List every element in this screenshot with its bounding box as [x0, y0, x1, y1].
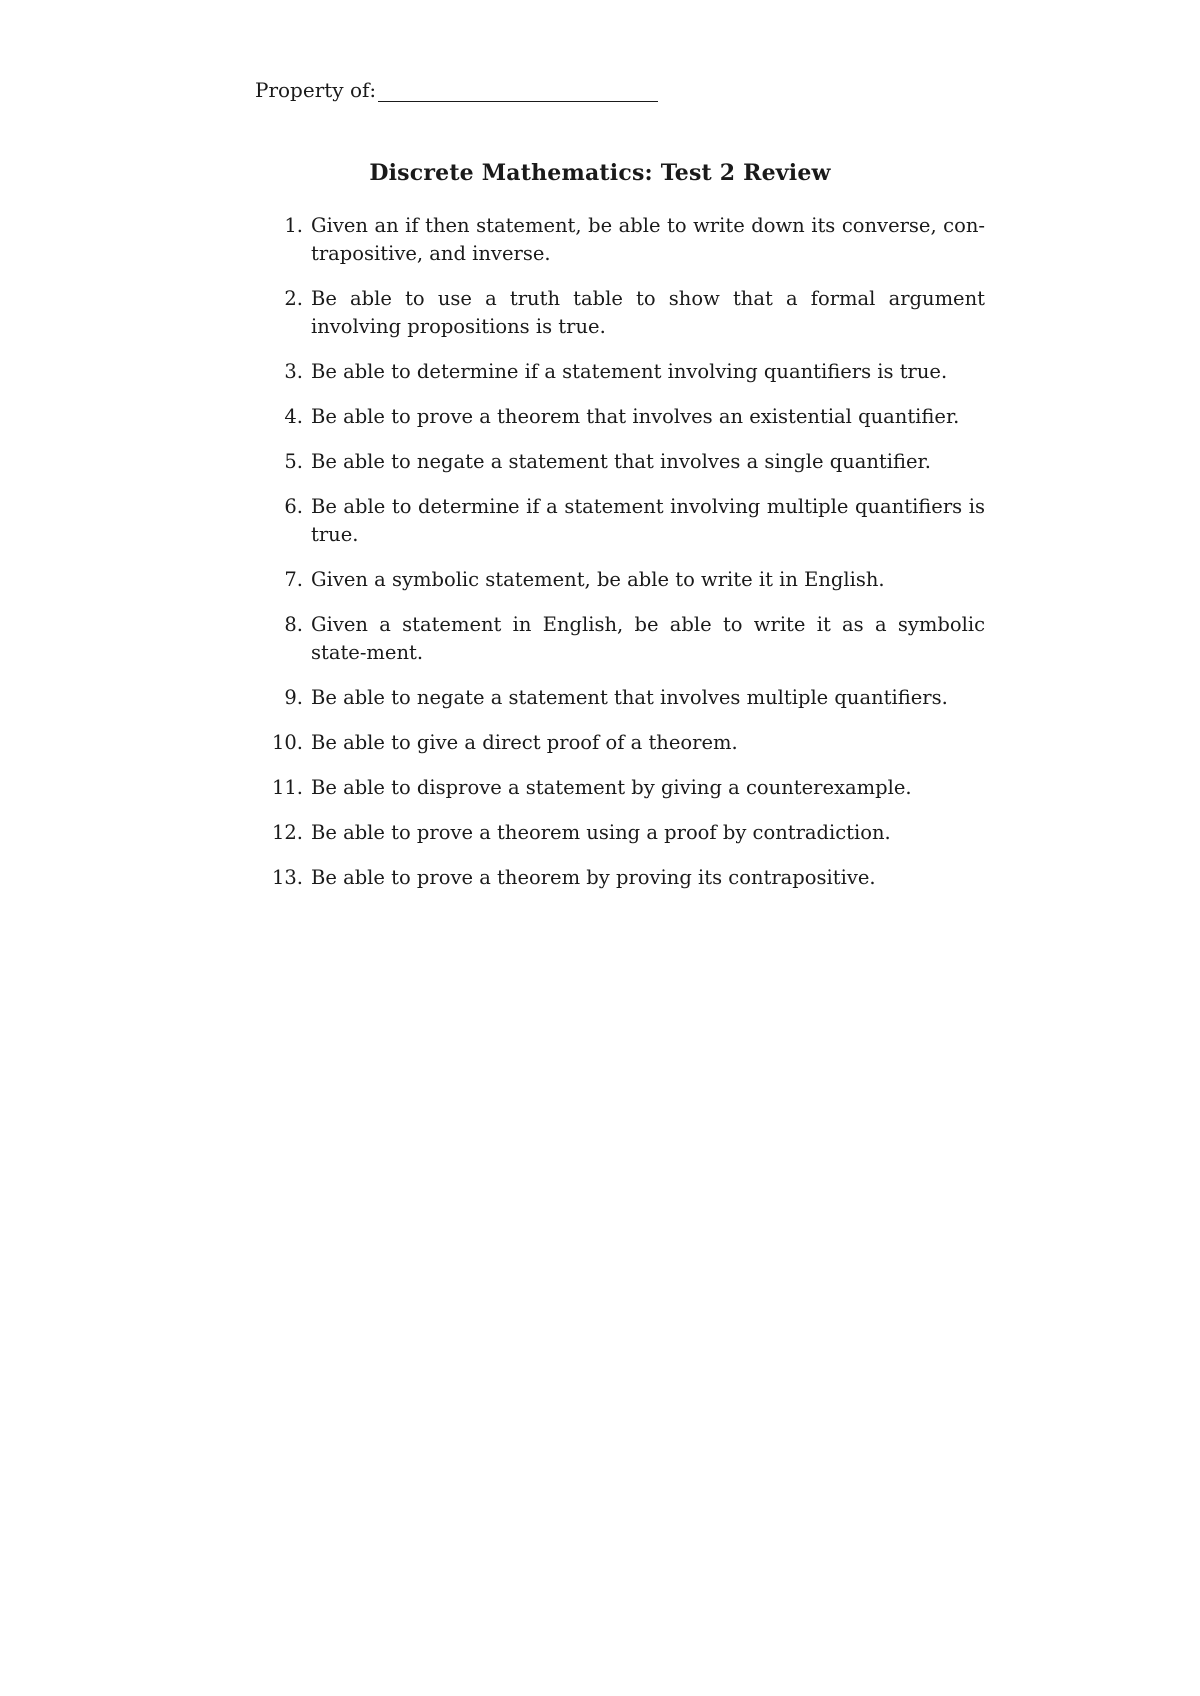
item-text: Be able to prove a theorem by proving its contrapositive. [311, 866, 876, 889]
item-text: Be able to determine if a statement involving quantifiers is true. [311, 360, 948, 383]
item-text: Be able to give a direct proof of a theorem. [311, 731, 738, 754]
item-text: Be able to disprove a statement by giving a counterexample. [311, 776, 912, 799]
item-text: Be able to use a truth table to show that a formal argument involving propositions is true. [311, 287, 985, 338]
item-text: Be able to prove a theorem using a proof by contradiction. [311, 821, 891, 844]
list-item [265, 819, 985, 847]
item-text: Be able to negate a statement that involves multiple quantifiers. [311, 686, 948, 709]
item-number: 8. [284, 613, 303, 636]
list-item [265, 566, 985, 594]
list-item [265, 774, 985, 802]
property-of-line [255, 78, 658, 102]
name-blank-line [378, 81, 658, 102]
list-item [265, 729, 985, 757]
item-number: 1. [284, 214, 303, 237]
item-number: 7. [284, 568, 303, 591]
item-number: 12. [271, 821, 303, 844]
item-number: 3. [284, 360, 303, 383]
item-number: 13. [271, 866, 303, 889]
item-number: 2. [284, 287, 303, 310]
item-number: 4. [284, 405, 303, 428]
item-text: Given an if then statement, be able to write down its converse, con-trapositive, and inverse. [311, 214, 985, 265]
list-item [265, 493, 985, 549]
item-number: 6. [284, 495, 303, 518]
item-text: Be able to prove a theorem that involves an existential quantifier. [311, 405, 960, 428]
item-number: 5. [284, 450, 303, 473]
item-text: Given a symbolic statement, be able to write it in English. [311, 568, 885, 591]
list-item [265, 864, 985, 892]
list-item [265, 448, 985, 476]
list-item [265, 212, 985, 268]
list-item [265, 684, 985, 712]
review-list [265, 212, 985, 909]
item-number: 11. [271, 776, 303, 799]
item-number: 10. [271, 731, 303, 754]
list-item [265, 358, 985, 386]
page-title: Discrete Mathematics: Test 2 Review [369, 160, 831, 186]
item-text: Given a statement in English, be able to write it as a symbolic state-ment. [311, 613, 985, 664]
list-item [265, 611, 985, 667]
item-text: Be able to determine if a statement involving multiple quantifiers is true. [311, 495, 985, 546]
list-item [265, 285, 985, 341]
property-label: Property of: [255, 78, 377, 102]
item-text: Be able to negate a statement that involves a single quantifier. [311, 450, 931, 473]
list-item [265, 403, 985, 431]
item-number: 9. [284, 686, 303, 709]
